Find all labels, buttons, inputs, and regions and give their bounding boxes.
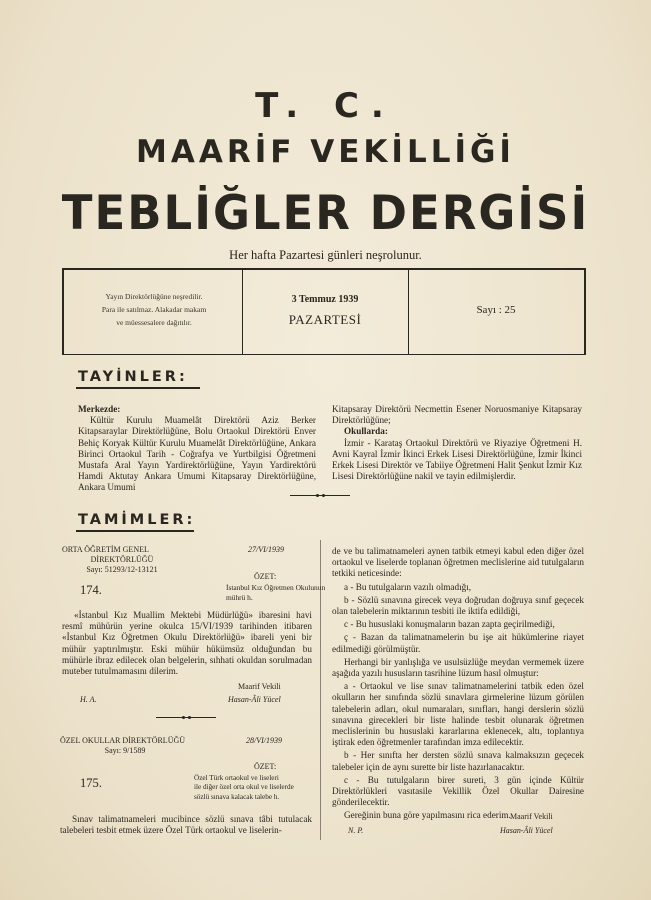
t175-ozet-3: sözlü sınava kalacak talebe h. xyxy=(194,792,280,801)
issue-date: 3 Temmuz 1939 xyxy=(291,294,359,305)
t174-ozet xyxy=(226,583,325,602)
tamim-174-header xyxy=(62,545,182,575)
tayinler-right-column xyxy=(332,404,582,482)
tamim-175-header xyxy=(60,736,190,756)
t175-ozet-1: Özel Türk ortaokul ve liseleri xyxy=(194,774,279,782)
t175-ozet-label: ÖZET: xyxy=(254,762,277,771)
t175-date: 28/VI/1939 xyxy=(246,736,282,745)
t174-ozet-label: ÖZET: xyxy=(254,572,277,581)
header-ministry: MAARİF VEKİLLİĞİ xyxy=(136,134,515,170)
section-title-tamimler: TAMİMLER: xyxy=(78,512,196,528)
tayinler-left-text: Kültür Kurulu Muamelât Direktörü Aziz Berker Kitapsaraylar Direktörlüğüne, Bolu Ortaokul Direktörü Enver Behiç Koryak Kültür Kurulu Muamelât Direktörlüğüne, Ankara Birinci Ortaokul Tarih - Coğrafya ve Yurtbilgisi Öğretmeni Mustafa Aral Yayın Yardirektörlüğüne, Yayın Yardirektörü Hamdi Aktutay Ankara Umumi Kitapsaray Direktörlüğüne, Ankara Umumi xyxy=(78,415,316,493)
issue-day: PAZARTESİ xyxy=(288,312,362,327)
t175-sign-2: Hasan-Âli Yücel xyxy=(500,826,553,835)
t175-item-a: a - Bu tutulgaların vazılı olmadığı, xyxy=(344,581,472,592)
merkez-heading: Merkezde: xyxy=(78,404,121,414)
journal-title: TEBLİĞLER DERGİSİ xyxy=(61,184,590,241)
t175-ref: Sayı: 9/1589 xyxy=(104,746,146,755)
t175-ozet xyxy=(194,774,294,802)
t175-p3: Gereğinin buna göre yapılmasını rica ederim. xyxy=(344,810,511,821)
t175-item-cc: ç - Bazan da talimatnamelerin bu işe ait hükümlerine riayet edilmediği görülmüştür. xyxy=(332,632,584,654)
t175-number: 175. xyxy=(80,776,102,790)
tayinler-right-text: Kitapsaray Direktörü Necmettin Esener Noruosmaniye Kitapsaray Direktörlüğüne; xyxy=(332,404,582,426)
t174-dept-2: DİREKTÖRLÜĞÜ xyxy=(90,555,154,564)
note-line-3: ve müessesalere dağıtılır. xyxy=(116,318,192,327)
t175-item-c2: c - Bu tutulgaların birer sureti, 3 gün içinde Kültür Direktörlükleri vasıtasile Vekillik Özel Okullar Dairesine gönderilecektir. xyxy=(332,774,584,808)
t175-body xyxy=(60,814,312,836)
t175-item-b: b - Sözlü sınavına girecek veya doğrudan doğruya sınıf geçecek olan talebelerin miktarının tesbiti ile iktifa edildiği, xyxy=(332,594,584,617)
distribution-note xyxy=(74,290,234,329)
t175-dept: ÖZEL OKULLAR DİREKTÖRLÜĞÜ xyxy=(60,736,186,745)
t174-sign-1: Maarif Vekili xyxy=(238,682,281,691)
t175-initials: N. P. xyxy=(348,826,364,835)
info-box xyxy=(62,268,586,355)
t175-item-b2: b - Her sınıfta her dersten sözlü sınava kalmaksızın geçecek talebeler için de aynı surette bir liste hazırlanacaktır. xyxy=(332,750,584,772)
t174-ozet-2: mührü h. xyxy=(226,592,253,602)
tayinler-left-column xyxy=(78,404,316,494)
t174-dept-1: ORTA ÖĞRETİM GENEL xyxy=(62,545,149,554)
okul-heading: Okullarda: xyxy=(344,426,388,437)
issue-number: Sayı : 25 xyxy=(476,304,516,316)
okul-text: İzmir - Karataş Ortaokul Direktörü ve Riyaziye Öğretmeni H. Avni Kayral İzmir İkinci Erkek Lisesi Direktörlüğüne, İzmir İkinci Erkek Lisesi Direktör ve Tabiiye Öğretmeni Halit Şenkut İzmir Kız Lisesi Direktörlüğüne nakil ve tayin edilmişlerdir. xyxy=(332,437,582,482)
journal-subtitle: Her hafta Pazartesi günleri neşrolunur. xyxy=(229,248,422,262)
t175-ozet-2: ile diğer özel orta okul ve liselerde xyxy=(194,783,294,792)
note-line-1: Yayın Direktörlüğüne neşredilir. xyxy=(105,292,203,301)
t174-ref: Sayı: 51293/12-13121 xyxy=(86,565,158,574)
t175-p1: de ve bu talimatnameleri aynen tatbik etmeyi kabul eden diğer özel ortaokul ve liselerde toplanan öğretmen meclislerine aid tutulgaların tetkiki neticesinde: xyxy=(332,546,584,579)
t175-item-a2: a - Ortaokul ve lise sınav talimatnamelerini tatbik eden özel okulların her sınıfında sözlü sınavlara girmelerine lüzum görülen talebelerin adları, okul numaraları, sınıfları, hangi derslerin sözlü sınavına girecekleri bir liste halinde tesbit olunarak öğretmen meclislerinin bu hususlaki kararlarına eklenecek, altı, toplantıya iştirak eden öğretmenler tarafından imza edilecektir. xyxy=(332,681,584,748)
t175-item-c: c - Bu hususlaki konuşmaların bazan zapta geçirilmediği, xyxy=(344,619,555,630)
t174-body-text: «İstanbul Kız Muallim Mektebi Müdürlüğü» ibaresini havi resmî mühürün yerine okulca 15/VI/1939 tarihinden itibaren «İstanbul Kız Öğretmen Okulu Direktörlüğü» ibareli yeni bir mühür yaptırılmıştır. Eski mühür hükümsüz olduğundan bu mühürle ibraz edilecek olan belgelerin, sıhhati okuldan sorulmadan muteber tutulmamasını dilerim. xyxy=(62,610,312,677)
separator-rule xyxy=(290,495,350,496)
t174-ozet-1: İstanbul Kız Öğretmen Okulunun xyxy=(226,583,326,592)
section-title-tayinler: TAYİNLER: xyxy=(78,369,188,385)
t175-body-text: Sınav talimatnameleri mucibince sözlü sınava tâbi tutulacak talebeleri tesbit etmek üzere Özel Türk ortaokul ve liselerin- xyxy=(60,814,312,836)
t174-date: 27/VI/1939 xyxy=(248,545,284,554)
t175-sign-1: Maarif Vekili xyxy=(510,812,553,821)
header-tc: T. C. xyxy=(255,86,396,126)
note-line-2: Para ile satılmaz. Alakadar makam xyxy=(101,305,207,314)
t174-number: 174. xyxy=(80,583,102,597)
t174-initials: H. A. xyxy=(80,695,97,704)
t175-p2: Herhangi bir yanlışlığa ve usulsüzlüğe meydan vermemek üzere aşağıda yazılı hususların tasrihine lüzum hasıl olmuştur: xyxy=(332,656,584,679)
t175-right-column xyxy=(332,546,584,822)
t174-sign-2: Hasan-Âli Yücel xyxy=(228,695,281,704)
t174-body xyxy=(62,610,312,677)
